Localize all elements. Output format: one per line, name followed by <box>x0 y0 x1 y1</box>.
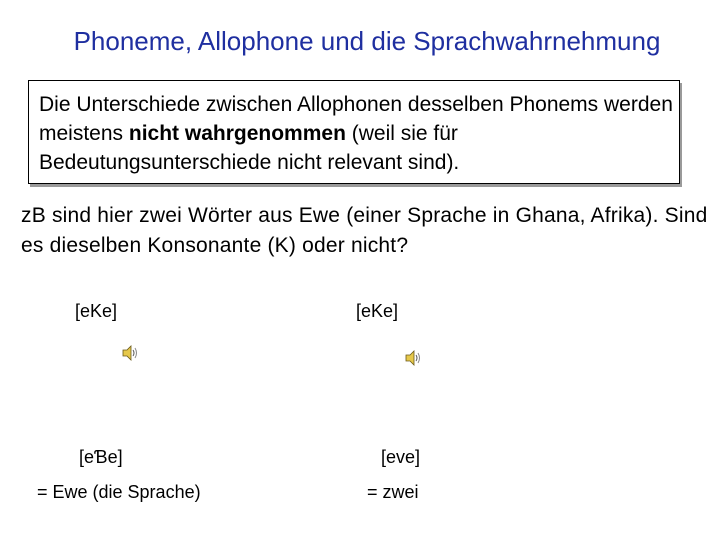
definition-text-start: Die Unterschiede zwischen Allophonen desselben Phonems werden meistens <box>39 93 673 145</box>
right-transcription-k: [eKe] <box>356 301 399 321</box>
definition-box <box>28 80 680 184</box>
example-text: zB sind hier zwei Wörter aus Ewe (einer Sprache in Ghana, Afrika). Sind es dieselben Konsonante (K) oder nicht? <box>21 204 708 257</box>
right-meaning: = zwei <box>367 482 419 502</box>
right-transcription-ipa: [eve] <box>381 447 421 467</box>
left-meaning: = Ewe (die Sprache) <box>37 482 201 502</box>
slide-title: Phoneme, Allophone und die Sprachwahrnehmung <box>73 26 661 56</box>
left-transcription-k: [eKe] <box>75 301 118 321</box>
definition-text-end: (weil sie für Bedeutungsunterschiede nicht relevant sind). <box>39 122 460 174</box>
left-transcription-ipa: [eƁe] <box>79 447 123 467</box>
speaker-icon[interactable] <box>121 344 139 362</box>
speaker-icon[interactable] <box>404 349 422 367</box>
definition-text-bold: nicht wahrgenommen <box>128 122 346 145</box>
